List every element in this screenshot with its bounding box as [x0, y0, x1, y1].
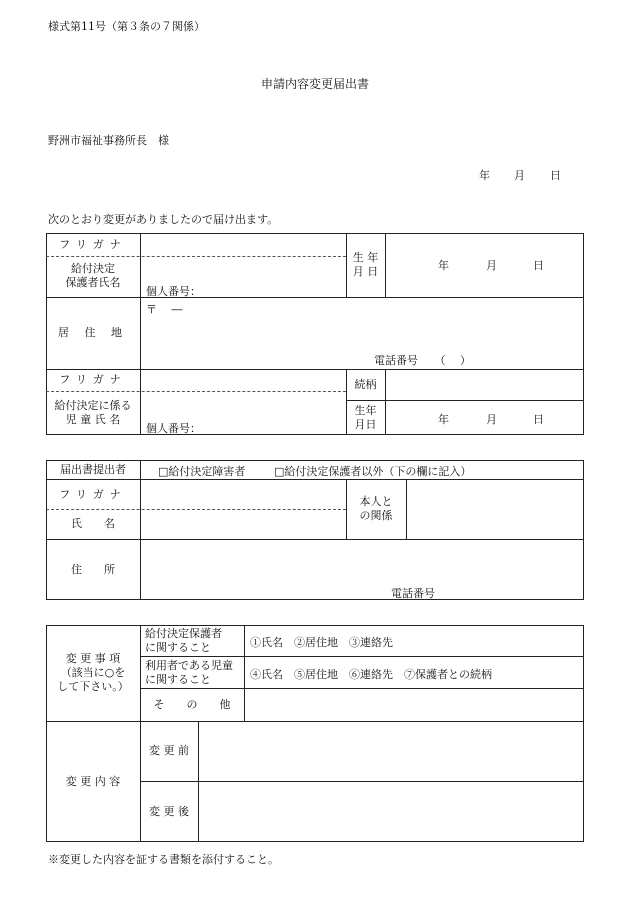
submitter-relation-label: 本人と の関係: [359, 495, 393, 522]
submitter-address-label: 住 所: [71, 563, 115, 576]
birth-day-label: 日: [533, 259, 544, 272]
child-furigana-label: フリガナ: [59, 373, 127, 386]
guardian-personal-number-label: 個人番号：: [146, 285, 201, 298]
child-birth-day-label: 日: [533, 413, 544, 426]
relation-label: 続柄: [354, 378, 377, 391]
address-label: 居 住 地: [58, 326, 128, 339]
postal-mark: 〒 ―: [146, 303, 183, 316]
intro-text: 次のとおり変更がありましたので届け出ます。: [48, 213, 279, 226]
guardian-related-label: 給付決定保護者 に関すること: [145, 627, 222, 654]
option-disabled-person[interactable]: □給付決定障害者: [158, 465, 246, 478]
other-label: そ の 他: [153, 698, 231, 711]
submitter-phone-label: 電話番号: [391, 587, 435, 600]
submitter-label: 届出書提出者: [60, 463, 126, 476]
phone-label: 電話番号 （ ）: [374, 354, 471, 367]
guardian-change-options[interactable]: ①氏名 ②居住地 ③連絡先: [250, 636, 393, 649]
before-change-label: 変 更 前: [149, 744, 189, 757]
footnote: ※変更した内容を証する書類を添付すること。: [48, 853, 279, 866]
birth-year-label: 年: [438, 259, 449, 272]
submitter-furigana-label: フリガナ: [59, 488, 127, 501]
child-birth-date-label: 生年 月日: [354, 404, 377, 431]
change-content-label: 変 更 内 容: [65, 775, 121, 788]
child-birth-month-label: 月: [486, 413, 497, 426]
change-items-label: 変 更 事 項 （該当に○を して下さい。）: [57, 652, 129, 693]
child-name-label: 給付決定に係る 児 童 氏 名: [54, 399, 132, 426]
child-birth-year-label: 年: [438, 413, 449, 426]
option-other-guardian[interactable]: □給付決定保護者以外（下の欄に記入）: [274, 465, 472, 478]
furigana-label: フリガナ: [59, 238, 127, 251]
date-year-label: 年: [479, 169, 490, 182]
child-personal-number-label: 個人番号：: [146, 422, 201, 435]
after-change-label: 変 更 後: [149, 805, 189, 818]
form-title: 申請内容変更届出書: [260, 77, 369, 91]
birth-month-label: 月: [486, 259, 497, 272]
submitter-name-label: 氏 名: [71, 517, 115, 530]
guardian-name-label: 給付決定 保護者氏名: [65, 262, 121, 289]
addressee: 野洲市福祉事務所長 様: [48, 134, 169, 147]
birth-date-label: 生 年 月 日: [352, 251, 379, 278]
date-day-label: 日: [550, 169, 561, 182]
form-number: 様式第11号（第３条の７関係）: [48, 20, 205, 33]
user-change-options[interactable]: ④氏名 ⑤居住地 ⑥連絡先 ⑦保護者との続柄: [250, 668, 492, 681]
user-related-label: 利用者である児童 に関すること: [145, 659, 233, 686]
date-month-label: 月: [514, 169, 525, 182]
